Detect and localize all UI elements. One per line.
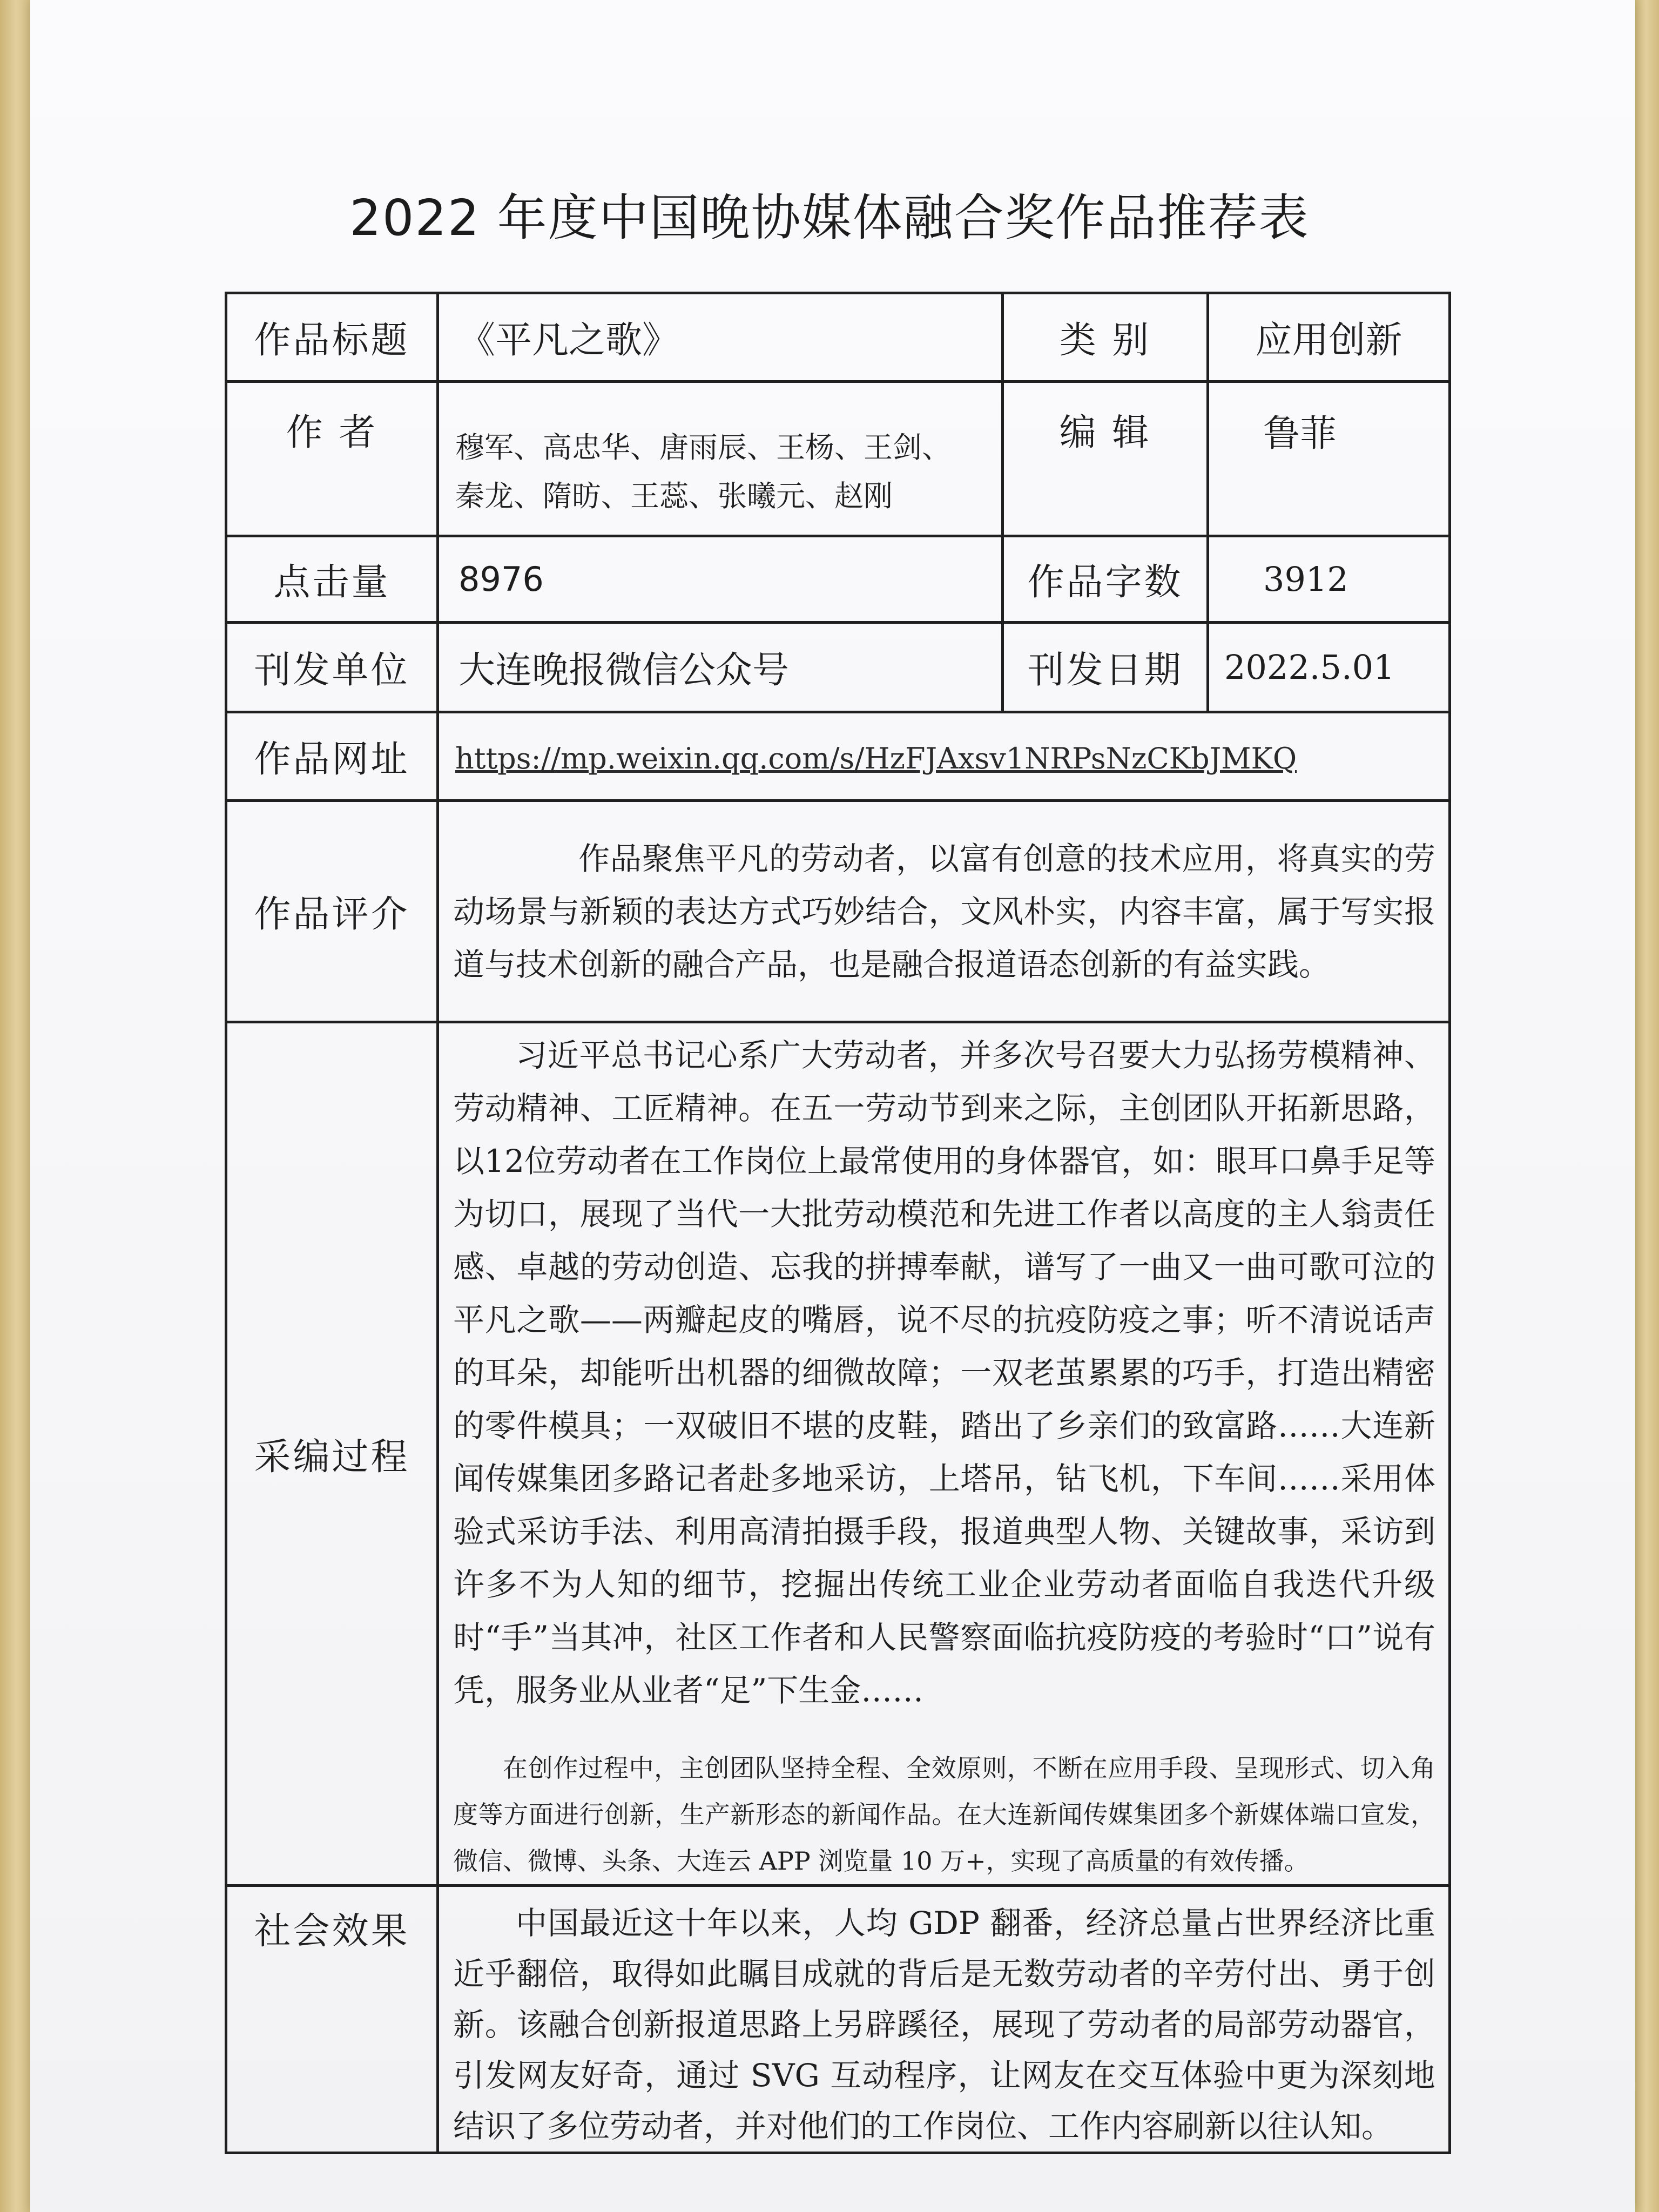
document-title: 2022 年度中国晚协媒体融合奖作品推荐表 [349,189,1310,247]
review-cell [438,801,1450,1022]
work-url-link[interactable]: https://mp.weixin.qq.com/s/HzFJAxsv1NRPsNzCKbJMKQ [455,741,1297,775]
social-effect-text: 中国最近这十年以来，人均 GDP 翻番，经济总量占世界经济比重近乎翻倍，取得如此瞩目成就的背后是无数劳动者的辛劳付出、勇于创新。该融合创新报道思路上另辟蹊径，展现了劳动者的局部劳动器官，引发网友好奇，通过 SVG 互动程序，让网友在交互体验中更为深刻地结识了多位劳动者，并对他们的工作岗位、工作内容刷新以往认知。 [453,1905,1435,2144]
row-publisher [226,623,1450,712]
label-clicks: 点击量 [226,536,438,623]
value-category: 应用创新 [1208,293,1450,382]
desk-edge-left [0,0,32,2212]
row-url [226,712,1450,801]
desk-edge-right [1633,0,1659,2212]
label-review: 作品评介 [226,801,438,1022]
value-authors [438,382,1003,536]
value-clicks: 8976 [438,536,1003,623]
recommendation-form [225,292,1451,2154]
social-effect-cell [438,1886,1450,2153]
label-social-effect: 社会效果 [226,1886,438,2153]
label-editor: 编 辑 [1003,382,1208,536]
value-word-count: 3912 [1208,536,1450,623]
row-clicks [226,536,1450,623]
row-title [226,293,1450,382]
row-process [226,1022,1450,1886]
value-url-cell [438,712,1450,801]
authors-line-2: 秦龙、隋昉、王蕊、张曦元、赵刚 [455,478,893,513]
label-publisher: 刊发单位 [226,623,438,712]
label-publish-date: 刊发日期 [1003,623,1208,712]
label-process: 采编过程 [226,1022,438,1886]
process-cell [438,1022,1450,1886]
value-work-title: 《平凡之歌》 [438,293,1003,382]
label-word-count: 作品字数 [1003,536,1208,623]
label-category: 类 别 [1003,293,1208,382]
process-paragraph-2: 在创作过程中，主创团队坚持全程、全效原则，不断在应用手段、呈现形式、切入角度等方面进行创新，生产新形态的新闻作品。在大连新闻传媒集团多个新媒体端口宣发，微信、微博、头条、大连云 APP 浏览量 10 万+，实现了高质量的有效传播。 [453,1754,1435,1876]
row-social-effect [226,1886,1450,2153]
value-editor: 鲁菲 [1208,382,1450,536]
row-review [226,801,1450,1022]
review-text: 作品聚焦平凡的劳动者，以富有创意的技术应用，将真实的劳动场景与新颖的表达方式巧妙结合，文风朴实，内容丰富，属于写实报道与技术创新的融合产品，也是融合报道语态创新的有益实践。 [453,840,1435,983]
label-url: 作品网址 [226,712,438,801]
label-author: 作 者 [226,382,438,536]
label-work-title: 作品标题 [226,293,438,382]
value-publish-date: 2022.5.01 [1208,623,1450,712]
value-publisher: 大连晚报微信公众号 [438,623,1003,712]
process-paragraph-1: 习近平总书记心系广大劳动者，并多次号召要大力弘扬劳模精神、劳动精神、工匠精神。在五一劳动节到来之际，主创团队开拓新思路，以12位劳动者在工作岗位上最常使用的身体器官，如：眼耳口鼻手足等为切口，展现了当代一大批劳动模范和先进工作者以高度的主人翁责任感、卓越的劳动创造、忘我的拼搏奉献，谱写了一曲又一曲可歌可泣的平凡之歌——两瓣起皮的嘴唇，说不尽的抗疫防疫之事；听不清说话声的耳朵，却能听出机器的细微故障；一双老茧累累的巧手，打造出精密的零件模具；一双破旧不堪的皮鞋，踏出了乡亲们的致富路……大连新闻传媒集团多路记者赴多地采访，上塔吊，钻飞机，下车间……采用体验式采访手法、利用高清拍摄手段，报道典型人物、关键故事，采访到许多不为人知的细节，挖掘出传统工业企业劳动者面临自我迭代升级时“手”当其冲，社区工作者和人民警察面临抗疫防疫的考验时“口”说有凭，服务业从业者“足”下生金…… [453,1037,1435,1709]
authors-line-1: 穆军、高忠华、唐雨辰、王杨、王剑、 [455,430,951,464]
row-author [226,382,1450,536]
